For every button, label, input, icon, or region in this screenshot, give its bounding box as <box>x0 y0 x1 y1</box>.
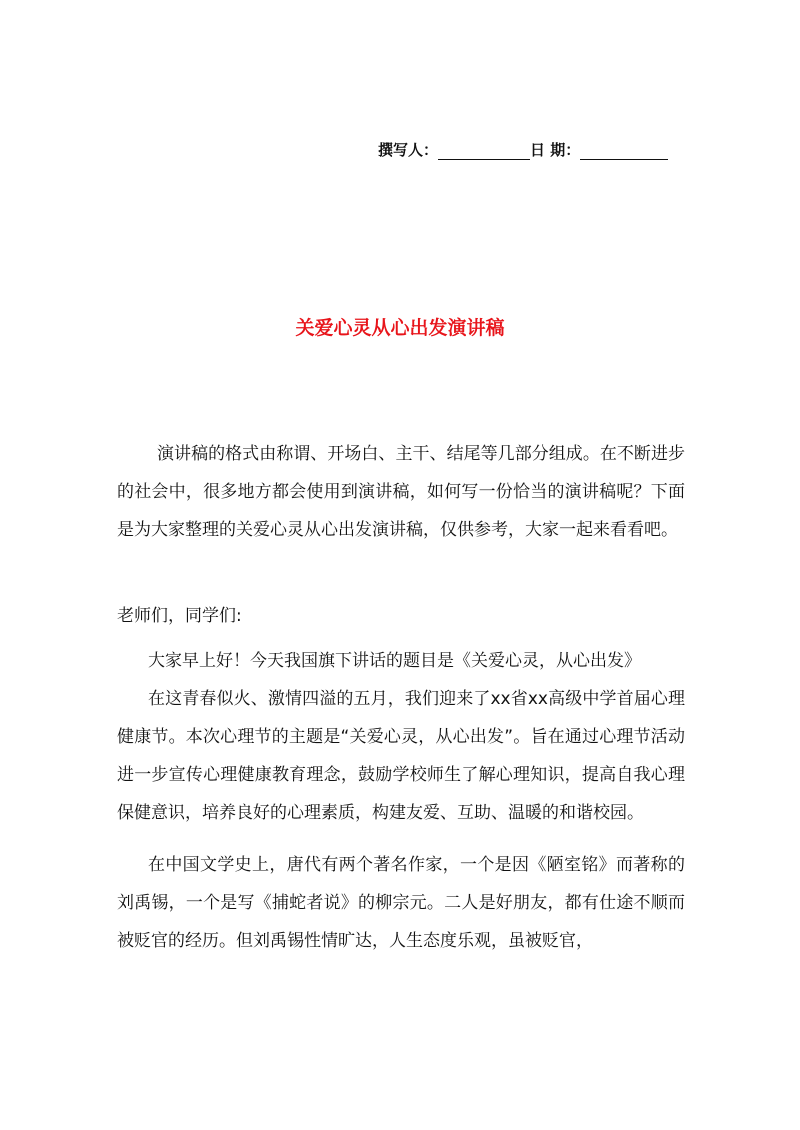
speech-body <box>117 642 685 960</box>
paragraph-gap <box>117 832 685 846</box>
author-blank <box>438 143 530 160</box>
date-label: 日 期： <box>530 141 581 159</box>
paragraph-festival: 在这青春似火、激情四溢的五月，我们迎来了xx省xx高级中学首届心理健康节。本次心理节的主题是“关爱心灵，从心出发”。旨在通过心理节活动进一步宣传心理健康教育理念，鼓励学校师生了解心理知识，提高自我心理保健意识，培养良好的心理素质，构建友爱、互助、温暖的和谐校园。 <box>117 689 685 823</box>
paragraph-opening: 大家早上好！今天我国旗下讲话的题目是《关爱心灵，从心出发》 <box>148 651 641 671</box>
intro-paragraph: 演讲稿的格式由称谓、开场白、主干、结尾等几部分组成。在不断进步的社会中，很多地方都会使用到演讲稿，如何写一份恰当的演讲稿呢？下面是为大家整理的关爱心灵从心出发演讲稿，仅供参考，大家一起来看看吧。 <box>117 444 685 540</box>
date-blank <box>580 143 668 160</box>
document-title: 关爱心灵从心出发演讲稿 <box>295 317 505 339</box>
paragraph-history: 在中国文学史上，唐代有两个著名作家，一个是因《陋室铭》而著称的刘禹锡，一个是写《捕蛇者说》的柳宗元。二人是好朋友，都有仕途不顺而被贬官的经历。但刘禹锡性情旷达，人生态度乐观，虽被贬官， <box>117 855 685 951</box>
author-label: 撰写人： <box>378 141 439 159</box>
greeting: 老师们，同学们: <box>117 606 242 626</box>
greeting-section <box>117 597 685 635</box>
author-date-line <box>378 140 668 160</box>
intro-section <box>117 435 685 549</box>
